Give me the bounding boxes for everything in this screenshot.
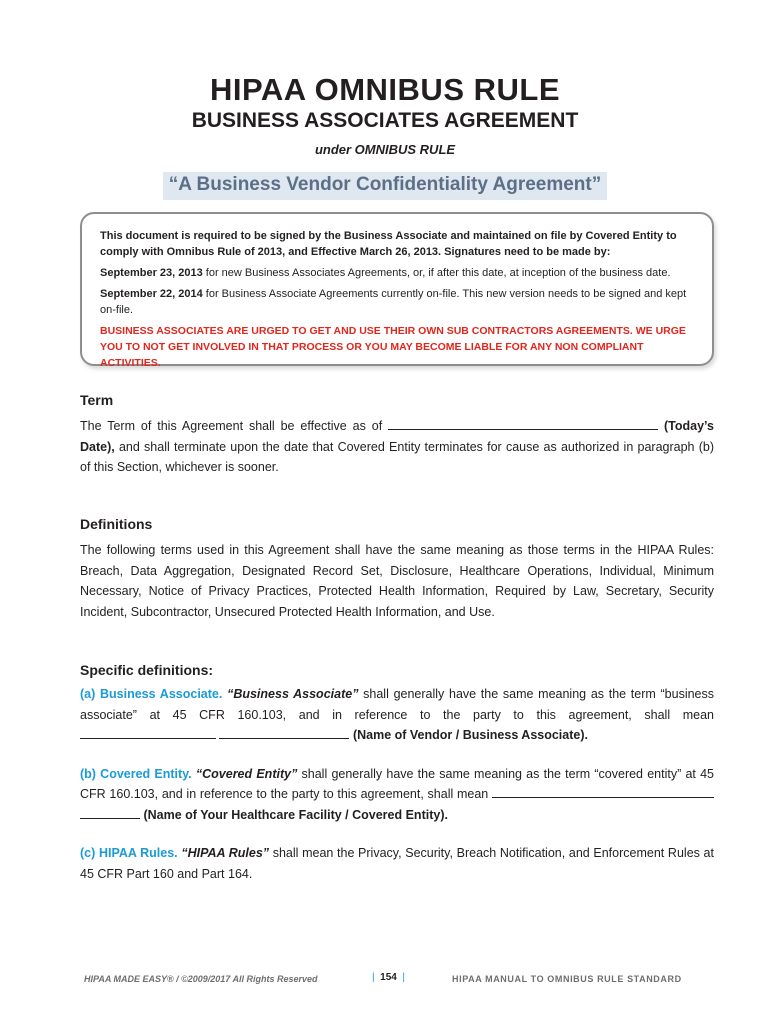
definition-a-field-label: (Name of Vendor / Business Associate). [349, 728, 588, 742]
notice-intro: This document is required to be signed by the Business Associate and maintained on file by Covered Entity to comply with Omnibus Rule of 2013, and Effective March 26, 2013. Signatures need to be made by: [100, 230, 677, 258]
term-text-before: The Term of this Agreement shall be effective as of [80, 419, 389, 433]
document-subtitle: BUSINESS ASSOCIATES AGREEMENT [191, 109, 579, 132]
notice-date1-text: for new Business Associates Agreements, or, if after this date, at inception of the business date. [202, 267, 671, 279]
definition-b-field-label: (Name of Your Healthcare Facility / Covered Entity). [140, 807, 448, 822]
footer-copyright: HIPAA MADE EASY® / ©2009/2017 All Rights Reserved [84, 974, 318, 984]
specific-heading: Specific definitions: [80, 662, 214, 678]
notice-date1: September 23, 2013 [100, 267, 203, 279]
definition-c [80, 843, 714, 884]
definition-b-term: “Covered Entity” [195, 766, 298, 781]
notice-box [80, 212, 714, 369]
term-heading: Term [80, 392, 114, 408]
notice-date2-text: for Business Associate Agreements currently on-file. This new version needs to be signed and kept on-file. [100, 288, 687, 316]
under-label: under OMNIBUS RULE [314, 142, 456, 157]
notice-date1-line [100, 265, 694, 281]
definitions-paragraph: The following terms used in this Agreement shall have the same meaning as those terms in the HIPAA Rules: Breach, Data Aggregation, Designated Record Set, Disclosure, Healthcare Operations, Individual, Minimum Necessary, Notice of Privacy Practices, Protected Health Information, Required by Law, Secretary, Security Incident, Subcontractor, Unsecured Protected Health Information, and Use. [80, 543, 714, 619]
definition-c-label: (c) HIPAA Rules. [80, 846, 178, 860]
definition-b-text: shall generally have the same meaning as the term “covered entity” at 45 CFR 160.103, and in reference to the party to this agreement, shall mean [80, 766, 714, 801]
definitions-heading: Definitions [80, 516, 153, 532]
definitions-section [80, 514, 714, 622]
definition-c-text: shall mean the Privacy, Security, Breach Notification, and Enforcement Rules at 45 CFR Part 160 and Part 164. [80, 846, 714, 881]
term-date-field[interactable] [388, 417, 658, 430]
definition-b-label: (b) Covered Entity. [80, 766, 192, 781]
facility-name-field[interactable] [492, 785, 714, 798]
term-section [80, 390, 714, 478]
term-text-after: and shall terminate upon the date that Covered Entity terminates for cause as authorized in paragraph (b) of this Section, whichever is sooner. [80, 439, 714, 474]
footer-page-number-block [372, 972, 405, 983]
footer-page-number: 154 [380, 972, 397, 983]
tagline: “A Business Vendor Confidentiality Agreement” [163, 172, 608, 200]
document-title: HIPAA OMNIBUS RULE [210, 72, 560, 107]
definition-a-label: (a) Business Associate. [80, 687, 223, 701]
footer-divider-right: | [402, 972, 406, 983]
notice-date2-line [100, 286, 694, 318]
term-date-label: (Today’s Date), [80, 419, 714, 454]
title-block [0, 72, 770, 200]
definition-b [80, 764, 714, 826]
definition-a-text: shall generally have the same meaning as the term “business associate” at 45 CFR 160.103, and in reference to the party to this agreement, shall mean [80, 687, 715, 722]
term-paragraph [80, 416, 714, 478]
definition-a-term: “Business Associate” [227, 687, 359, 701]
facility-name-field-cont[interactable] [80, 806, 140, 819]
specific-definitions-section [80, 660, 714, 884]
definition-c-term: “HIPAA Rules” [181, 846, 270, 860]
definition-a [80, 684, 714, 746]
notice-date2: September 22, 2014 [100, 288, 203, 300]
notice-warning: BUSINESS ASSOCIATES ARE URGED TO GET AND USE THEIR OWN SUB CONTRACTORS AGREEMENTS. WE URGE YOU TO NOT GET INVOLVED IN THAT PROCESS OR YOU MAY BECOME LIABLE FOR ANY NON COMPLIANT ACTIVITIES. [100, 325, 686, 369]
vendor-name-field-cont[interactable] [219, 726, 349, 739]
page-footer [0, 972, 770, 990]
vendor-name-field[interactable] [80, 726, 216, 739]
footer-divider-left: | [372, 972, 375, 983]
footer-manual-title: HIPAA MANUAL TO OMNIBUS RULE STANDARD [452, 974, 682, 984]
